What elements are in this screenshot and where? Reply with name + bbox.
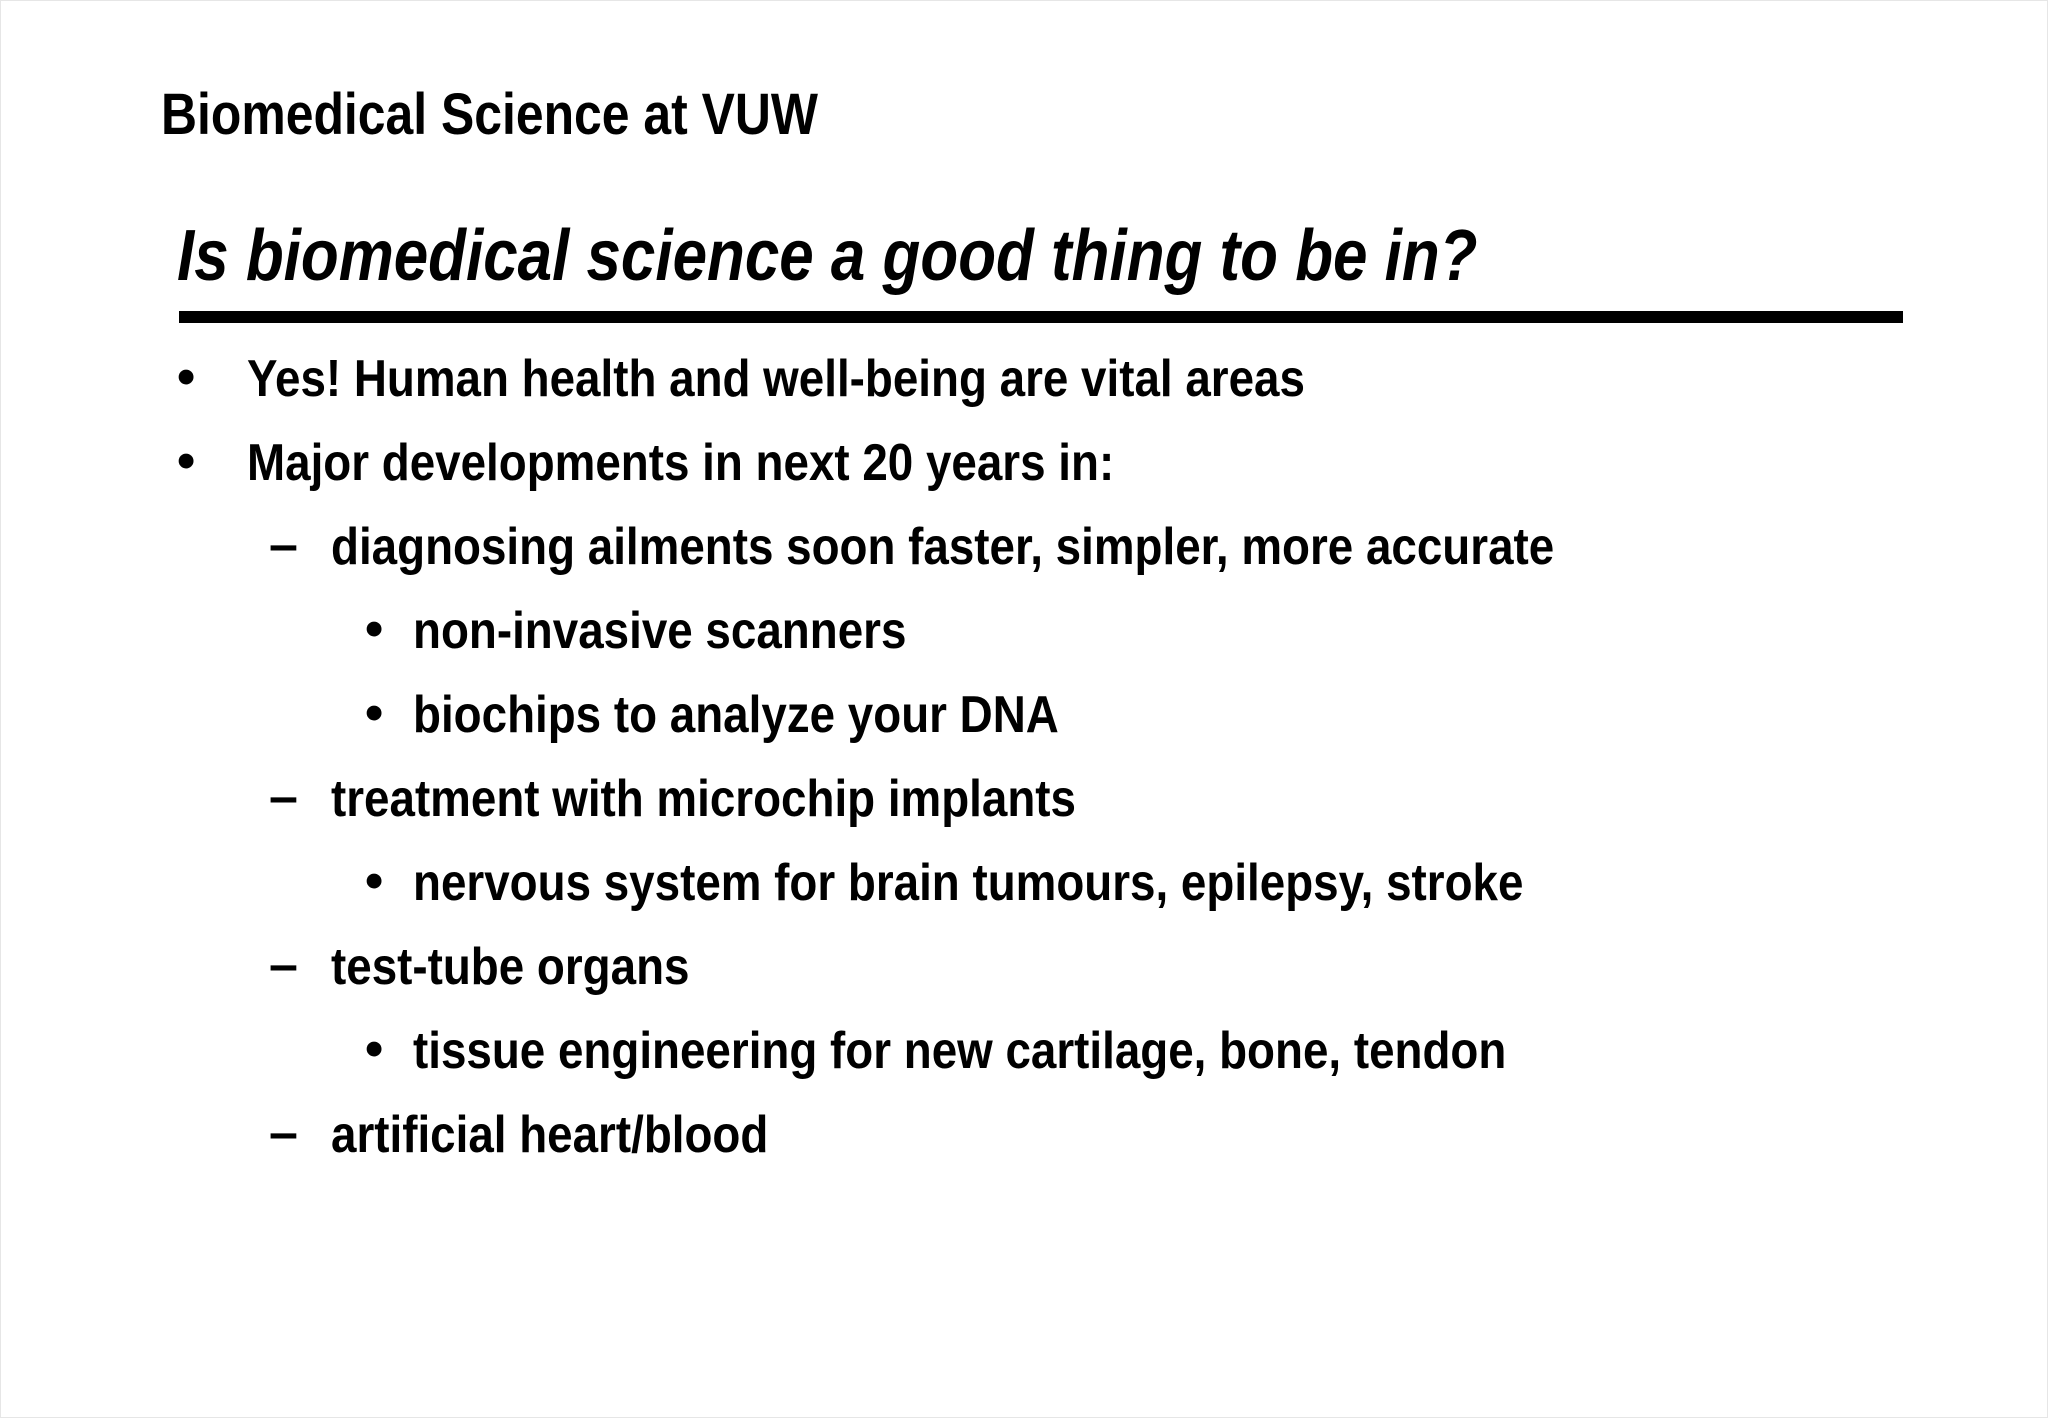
bullet-marker: • bbox=[177, 348, 196, 406]
sub-sub-item-text: tissue engineering for new cartilage, bone, tendon bbox=[413, 1022, 1507, 1080]
bullet-item-text: Yes! Human health and well-being are vital areas bbox=[247, 350, 1305, 408]
sub-item-text: diagnosing ailments soon faster, simpler, more accurate bbox=[331, 518, 1555, 576]
sub-item bbox=[331, 517, 1721, 577]
dash-marker: – bbox=[269, 1104, 298, 1162]
sub-sub-item-text: biochips to analyze your DNA bbox=[413, 686, 1059, 744]
title-underline bbox=[179, 311, 1903, 323]
dash-marker: – bbox=[269, 516, 298, 574]
slide-title: Is biomedical science a good thing to be in? bbox=[177, 216, 1478, 296]
dash-marker: – bbox=[269, 768, 298, 826]
sub-sub-item-text: nervous system for brain tumours, epilepsy, stroke bbox=[413, 854, 1524, 912]
sub-item bbox=[331, 1105, 828, 1165]
bullet-item bbox=[247, 433, 1232, 493]
sub-sub-item-text: non-invasive scanners bbox=[413, 602, 907, 660]
sub-item bbox=[331, 937, 738, 997]
slide-header: Biomedical Science at VUW bbox=[161, 82, 818, 147]
sub-sub-item bbox=[413, 1021, 1655, 1081]
bullet-marker: • bbox=[365, 684, 384, 742]
sub-sub-item bbox=[413, 601, 974, 661]
sub-item-text: treatment with microchip implants bbox=[331, 770, 1076, 828]
sub-item-text: artificial heart/blood bbox=[331, 1106, 769, 1164]
dash-marker: – bbox=[269, 936, 298, 994]
bullet-marker: • bbox=[365, 852, 384, 910]
bullet-item bbox=[247, 349, 1449, 409]
sub-item bbox=[331, 769, 1178, 829]
bullet-marker: • bbox=[177, 432, 196, 490]
bullet-item-text: Major developments in next 20 years in: bbox=[247, 434, 1115, 492]
sub-sub-item bbox=[413, 685, 1147, 745]
sub-sub-item bbox=[413, 853, 1675, 913]
bullet-marker: • bbox=[365, 1020, 384, 1078]
bullet-marker: • bbox=[365, 600, 384, 658]
sub-item-text: test-tube organs bbox=[331, 938, 690, 996]
